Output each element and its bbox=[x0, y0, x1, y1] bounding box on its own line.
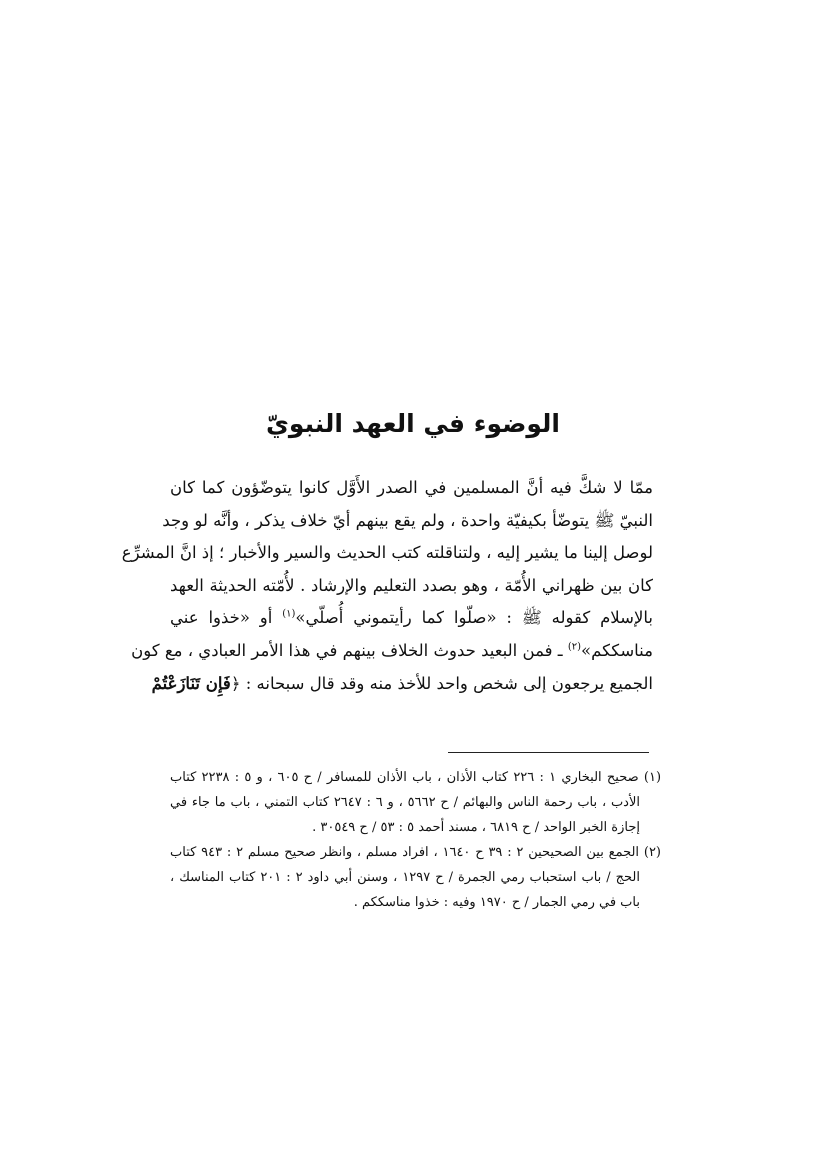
footnote-2-line-1: (٢) الجمع بين الصحيحين ٢ : ٣٩ ح ١٦٤٠ ، افراد مسلم ، وانظر صحيح مسلم ٢ : ٩٤٣ كتاب bbox=[170, 845, 661, 860]
body-line-6-tail: ـ فمن البعيد حدوث الخلاف بينهم في هذا الأمر العبادي ، مع كون bbox=[131, 640, 568, 660]
page-title: الوضوء في العهد النبويّ bbox=[266, 409, 560, 438]
body-line-2: النبيّ ﷺ يتوضّأ بكيفيّة واحدة ، ولم يقع بينهم أيّ خلاف يذكر ، وأنَّه لو وجد bbox=[162, 510, 653, 530]
footnote-2-line-2: الحج / باب استحباب رمي الجمرة / ح ١٢٩٧ ، وسنن أبي داود ٢ : ٢٠١ كتاب المناسك ، bbox=[170, 870, 640, 885]
body-text bbox=[121, 472, 653, 700]
body-line-6 bbox=[131, 635, 653, 668]
footnote-1 bbox=[170, 765, 661, 840]
quran-fragment: فَإِن تَنَازَعْتُمْ bbox=[151, 673, 231, 693]
body-line-5-tail: أو «خذوا عني bbox=[170, 608, 283, 628]
footnote-2-line-3: باب في رمي الجمار / ح ١٩٧٠ وفيه : خذوا مناسككم . bbox=[353, 895, 640, 910]
body-line-6-text: مناسككم» bbox=[581, 640, 653, 660]
footnote-ref-1[interactable]: (١) bbox=[282, 608, 296, 620]
footnote-ref-2[interactable]: (٢) bbox=[567, 641, 582, 653]
footnote-1-line-2: الأدب ، باب رحمة الناس والبهائم / ح ٥٦٦٢ ، و ٦ : ٢٦٤٧ كتاب التمني ، باب ما جاء في bbox=[170, 795, 640, 810]
footnote-2 bbox=[170, 840, 661, 915]
body-line-3: لوصل إلينا ما يشير إليه ، ولتناقلته كتب الحديث والسير والأخبار ؛ إذ انَّ المشرِّع bbox=[121, 543, 653, 563]
body-line-5 bbox=[170, 602, 653, 635]
footnote-separator bbox=[448, 752, 649, 753]
body-line-1: ممّا لا شكَّ فيه أنَّ المسلمين في الصدر الأَوَّل كانوا يتوضّؤون كما كان bbox=[170, 478, 653, 497]
body-line-5-text: بالإسلام كقوله ﷺ : «صلّوا كما رأيتموني أُصلّي» bbox=[295, 608, 653, 628]
body-line-7-text: الجميع يرجعون إلى شخص واحد للأخذ منه وقد قال سبحانه : ﴿ bbox=[230, 673, 653, 693]
body-line-7 bbox=[151, 668, 653, 701]
body-line-4: كان بين ظهراني الأُمّة ، وهو بصدد التعليم والإرشاد . لأُمّته الحديثة العهد bbox=[170, 575, 653, 595]
footnote-1-line-1: (١) صحيح البخاري ١ : ٢٢٦ كتاب الأذان ، باب الأذان للمسافر / ح ٦٠٥ ، و ٥ : ٢٢٣٨ كتاب bbox=[170, 770, 662, 785]
footnote-1-line-3: إجازة الخبر الواحد / ح ٦٨١٩ ، مسند أحمد ٥ : ٥٣ / ح ٣٠٥٤٩ . bbox=[312, 820, 640, 835]
footnotes bbox=[170, 765, 661, 915]
